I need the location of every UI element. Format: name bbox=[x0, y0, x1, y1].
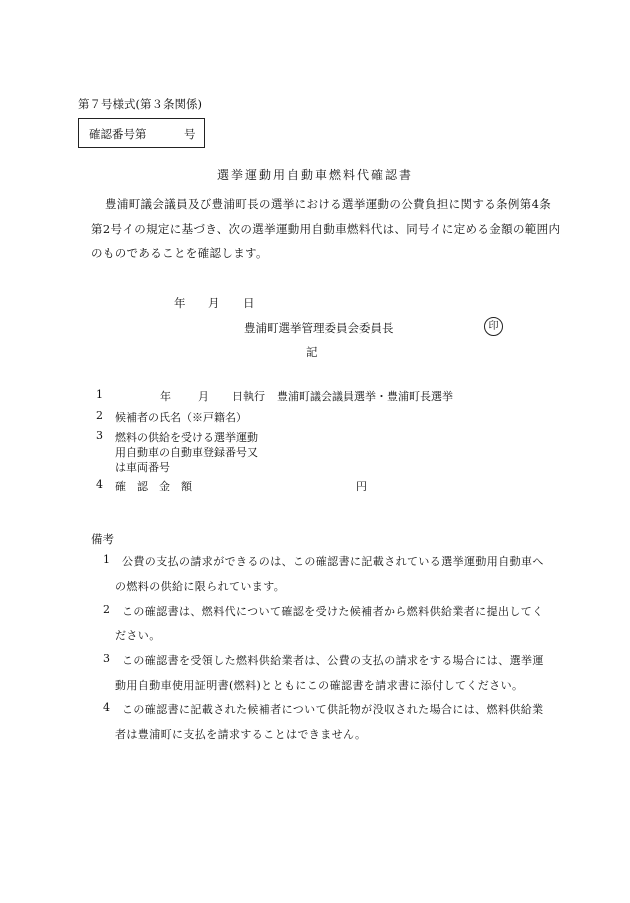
remark-2-line-2: ださい。 bbox=[115, 629, 161, 642]
date-month-label: 月 bbox=[208, 296, 220, 310]
remark-3-line-2: 動用自動車使用証明書(燃料)とともにこの確認書を請求書に添付してください。 bbox=[115, 679, 524, 692]
remark-3-line-1: この確認書を受領した燃料供給業者は、公費の支払の請求をする場合には、選挙運 bbox=[122, 654, 544, 667]
item-4-unit: 円 bbox=[356, 480, 367, 493]
chairman-title: 豊浦町選挙管理委員会委員長 bbox=[244, 321, 394, 335]
remark-2-line-1: この確認書は、燃料代について確認を受けた候補者から燃料供給業者に提出してく bbox=[122, 605, 544, 618]
intro-line-3: のものであることを確認します。 bbox=[91, 246, 268, 260]
confirmation-number-suffix: 号 bbox=[184, 127, 196, 141]
date-year-label: 年 bbox=[174, 296, 186, 310]
item-3-number: 3 bbox=[96, 429, 103, 442]
item-3-line-2: 用自動車の自動車登録番号又 bbox=[115, 446, 258, 459]
item-3-line-1: 燃料の供給を受ける選挙運動 bbox=[115, 431, 258, 444]
item-1-election: 豊浦町議会議員選挙・豊浦町長選挙 bbox=[277, 390, 453, 403]
item-1-day-exec: 日執行 bbox=[232, 390, 265, 403]
seal-mark: 印 bbox=[484, 317, 503, 336]
remark-4-line-1: この確認書に記載された候補者について供託物が没収された場合には、燃料供給業 bbox=[122, 703, 544, 716]
remark-2-number: 2 bbox=[103, 603, 111, 616]
item-2-label: 候補者の氏名（※戸籍名） bbox=[115, 411, 247, 424]
confirmation-number-label: 確認番号第 bbox=[89, 127, 147, 141]
document-title: 選挙運動用自動車燃料代確認書 bbox=[216, 168, 413, 182]
remarks-heading: 備考 bbox=[91, 532, 114, 546]
item-1-year: 年 bbox=[160, 390, 171, 403]
remark-1-number: 1 bbox=[103, 553, 111, 566]
intro-line-2: 第2号イの規定に基づき、次の選挙運動用自動車燃料代は、同号イに定める金額の範囲内 bbox=[91, 222, 561, 236]
remark-4-line-2: 者は豊浦町に支払を請求することはできません。 bbox=[115, 728, 367, 741]
form-number: 第７号様式(第３条関係) bbox=[78, 97, 202, 111]
intro-line-1: 豊浦町議会議員及び豊浦町長の選挙における選挙運動の公費負担に関する条例第4条 bbox=[105, 197, 552, 211]
remark-1-line-1: 公費の支払の請求ができるのは、この確認書に記載されている選挙運動用自動車へ bbox=[122, 555, 544, 568]
item-3-line-3: は車両番号 bbox=[115, 461, 170, 474]
remark-1-line-2: の燃料の供給に限られています。 bbox=[115, 580, 286, 593]
date-day-label: 日 bbox=[243, 296, 255, 310]
ki-heading: 記 bbox=[306, 345, 318, 359]
item-2-number: 2 bbox=[96, 409, 103, 422]
item-4-number: 4 bbox=[96, 478, 103, 491]
item-1-number: 1 bbox=[96, 388, 103, 401]
item-1-month: 月 bbox=[198, 390, 209, 403]
item-4-label: 確 認 金 額 bbox=[115, 480, 192, 493]
remark-3-number: 3 bbox=[103, 652, 111, 665]
remark-4-number: 4 bbox=[103, 701, 111, 714]
